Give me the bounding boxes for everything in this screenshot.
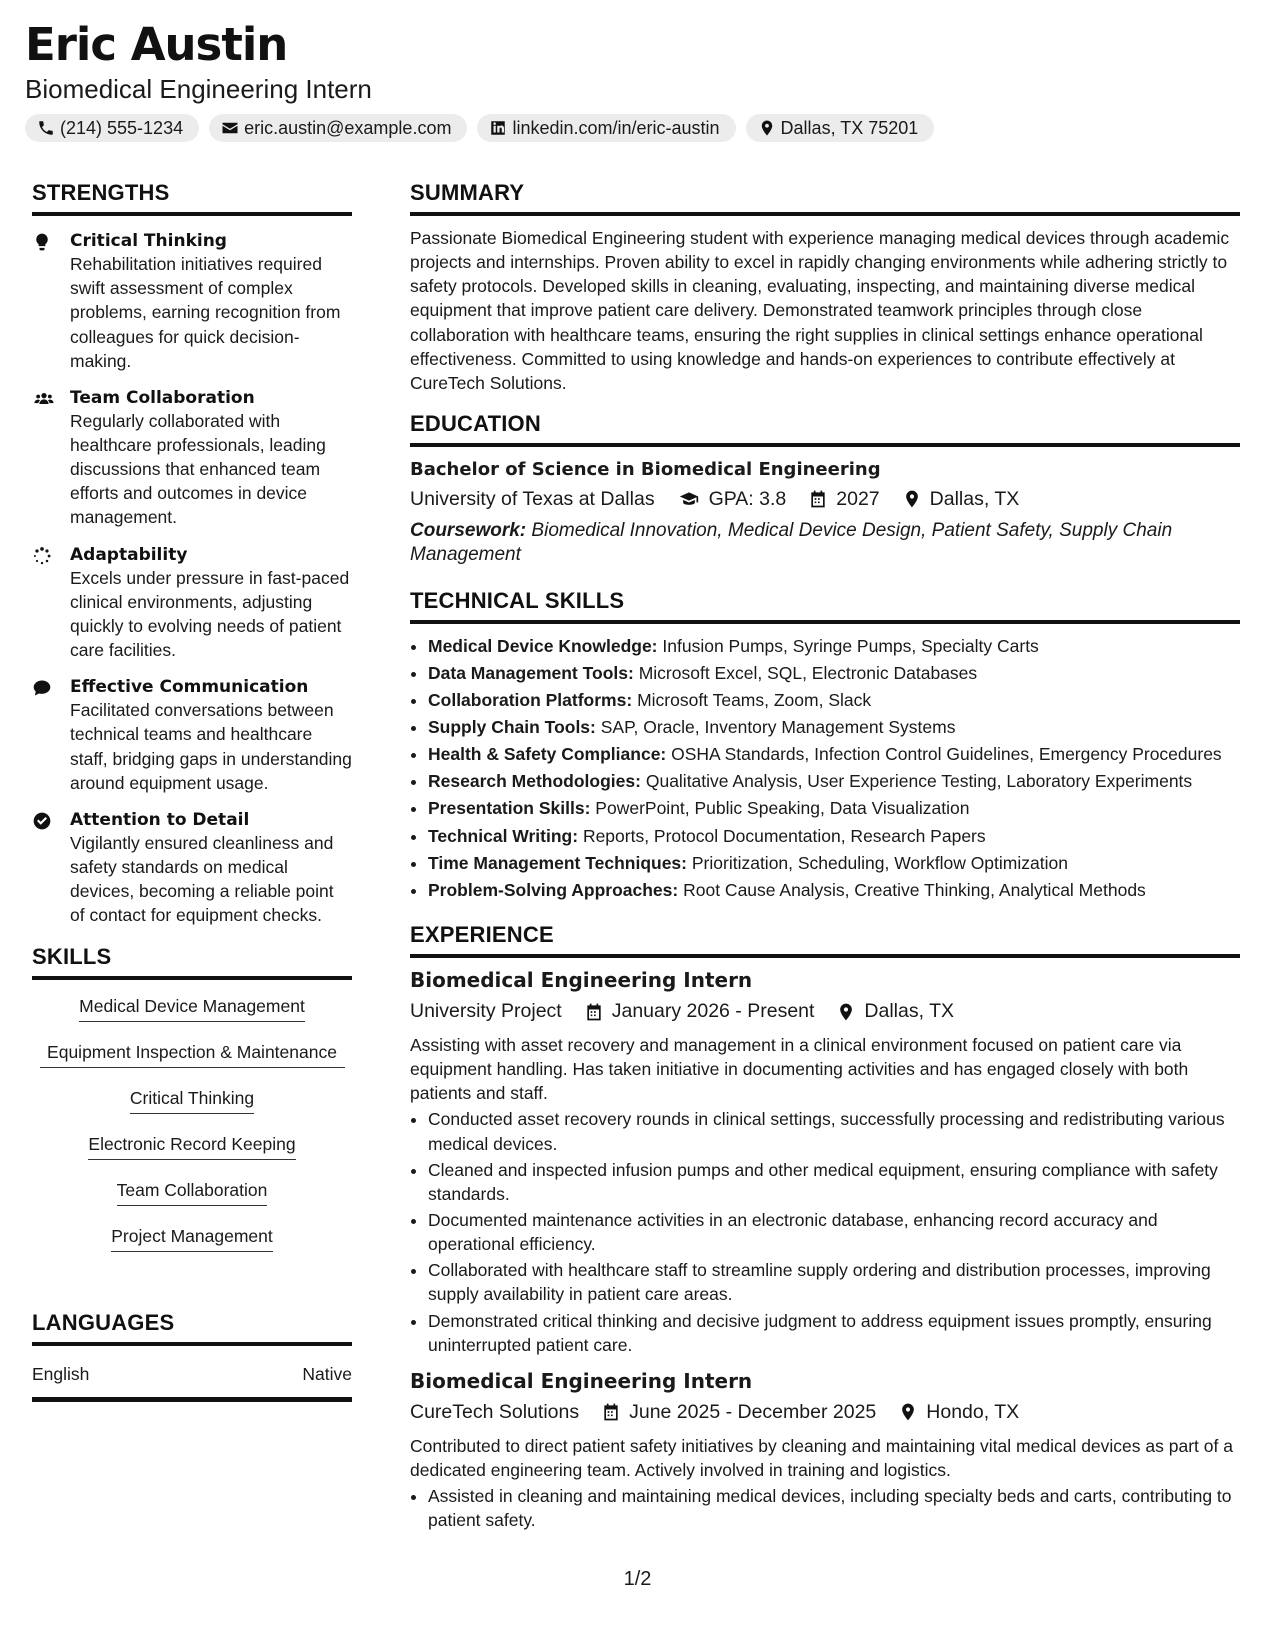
technical-skill-item: • Supply Chain Tools: SAP, Oracle, Inventory Management Systems [428,715,1240,739]
language-level: Native [302,1364,352,1385]
experience-section [410,922,1240,1532]
strength-desc: Rehabilitation initiatives required swift assessment of complex problems, earning recognition from colleagues for quick decision-making. [70,254,341,371]
technical-skills-heading: TECHNICAL SKILLS [410,588,1240,624]
summary-text: Passionate Biomedical Engineering student with experience managing medical devices through academic projects and internships. Proven ability to excel in rapidly changing environments while adhering strictly to safety protocols. Developed skills in cleaning, evaluating, inspecting, and maintaining diverse medical equipment that improve patient care delivery. Demonstrated teamwork principles through close collaboration with healthcare teams, ensuring the right supplies in clinical settings enhance operational effectiveness. Committed to using knowledge and hands-on experiences to contribute effectively at CureTech Solutions. [410,228,1230,393]
skill-item: Medical Device Management [79,994,305,1022]
skill-item: Equipment Inspection & Maintenance [40,1040,345,1068]
education-meta [410,488,1240,511]
map-pin-icon [898,1402,918,1422]
job-title: Biomedical Engineering Intern [410,1368,753,1393]
summary-heading: SUMMARY [410,180,1240,216]
job-meta [410,1000,1240,1023]
education-heading: EDUCATION [410,411,1240,447]
language-name: English [32,1364,90,1385]
job-bullets [410,1484,1240,1532]
spinner-icon [32,546,52,566]
coursework-label: Coursework: [410,519,527,541]
strength-item [32,809,352,928]
strength-title: Adaptability [70,544,188,565]
job-title: Biomedical Engineering Intern [410,968,753,993]
strength-item [32,387,352,530]
skills-list [32,994,352,1271]
skill-item: Team Collaboration [117,1178,268,1206]
check-circle-icon [32,811,52,831]
job-bullet: • Cleaned and inspected infusion pumps and other medical equipment, ensuring compliance with safety standards. [428,1158,1240,1206]
calendar-icon [808,489,828,509]
experience-heading: EXPERIENCE [410,922,1240,958]
education-location: Dallas, TX [929,487,1020,510]
job-dates: June 2025 - December 2025 [629,1400,877,1423]
strength-title: Attention to Detail [70,809,250,830]
users-icon [32,389,56,409]
lightbulb-icon [32,232,52,252]
calendar-icon [584,1002,604,1022]
strength-desc: Facilitated conversations between technical teams and healthcare staff, bridging gaps in understanding around equipment usage. [70,700,352,793]
map-pin-icon [836,1002,856,1022]
technical-skills-list [410,634,1240,902]
job-location: Hondo, TX [926,1400,1020,1423]
job-entry [410,968,1240,1357]
job-bullet: • Conducted asset recovery rounds in clinical settings, successfully processing and redistributing various medical devices. [428,1107,1240,1155]
coursework-list: Biomedical Innovation, Medical Device Design, Patient Safety, Supply Chain Management [410,519,1173,566]
strengths-heading: STRENGTHS [32,180,352,216]
strength-item [32,230,352,373]
education-degree: Bachelor of Science in Biomedical Engineering [410,458,881,480]
strength-desc: Regularly collaborated with healthcare professionals, leading discussions that enhanced team efforts and outcomes in device management. [70,410,326,528]
job-bullets [410,1107,1240,1356]
technical-skill-item: • Research Methodologies: Qualitative Analysis, User Experience Testing, Laboratory Experiments [428,769,1240,793]
job-org: CureTech Solutions [410,1400,580,1423]
contact-location [746,114,935,142]
job-description: Contributed to direct patient safety initiatives by cleaning and maintaining vital medical devices as part of a dedicated engineering team. Actively involved in training and logistics. [410,1435,1233,1480]
contact-text: linkedin.com/in/eric-austin [512,117,720,138]
job-entry [410,1369,1240,1533]
language-item [32,1346,352,1402]
technical-skill-item: • Medical Device Knowledge: Infusion Pumps, Syringe Pumps, Specialty Carts [428,634,1240,658]
contact-text: eric.austin@example.com [244,117,452,138]
strength-title: Critical Thinking [70,231,227,251]
skill-item: Critical Thinking [130,1086,254,1114]
map-pin-icon [758,119,776,137]
technical-skill-item: • Technical Writing: Reports, Protocol Documentation, Research Papers [428,824,1240,848]
phone-icon [37,119,55,137]
contact-email[interactable] [209,114,467,142]
strength-item [32,676,352,795]
envelope-icon [221,119,239,137]
education-gpa: GPA: 3.8 [708,487,787,510]
graduation-cap-icon [677,489,701,509]
technical-skills-section [410,588,1240,902]
comment-icon [32,678,52,698]
technical-skill-item: • Time Management Techniques: Prioritization, Scheduling, Workflow Optimization [428,851,1240,875]
strengths-list [32,230,352,928]
languages-section [32,1310,352,1402]
strength-item [32,544,352,663]
contact-text: (214) 555-1234 [60,117,184,138]
technical-skill-item: • Presentation Skills: PowerPoint, Public Speaking, Data Visualization [428,796,1240,820]
technical-skill-item: • Data Management Tools: Microsoft Excel, SQL, Electronic Databases [428,661,1240,685]
contact-text: Dallas, TX 75201 [780,117,919,138]
contact-phone[interactable] [25,114,199,142]
job-description: Assisting with asset recovery and management in a clinical environment focused on patient care via equipment handling. Has taken initiative in documenting activities and has engaged closely with both patients and staff. [410,1035,1189,1104]
languages-heading: LANGUAGES [32,1310,352,1346]
strength-desc: Vigilantly ensured cleanliness and safety standards on medical devices, becoming a reliable point of contact for equipment checks. [70,833,334,926]
strength-desc: Excels under pressure in fast-paced clinical environments, adjusting quickly to evolving needs of patient care facilities. [70,567,350,661]
job-dates: January 2026 - Present [611,1000,815,1023]
page-number: 1/2 [623,1568,652,1590]
job-bullet: • Demonstrated critical thinking and decisive judgment to address equipment issues promptly, ensuring uninterrupted patient care. [428,1309,1240,1357]
job-bullet: • Documented maintenance activities in an electronic database, enhancing record accuracy and operational efficiency. [428,1208,1240,1256]
skills-heading: SKILLS [32,944,352,980]
contact-linkedin[interactable] [477,114,735,142]
linkedin-icon [489,119,507,137]
strength-title: Team Collaboration [70,387,255,408]
candidate-title: Biomedical Engineering Intern [25,74,372,104]
job-meta [410,1401,1240,1424]
job-bullet: • Collaborated with healthcare staff to streamline supply ordering and distribution processes, improving supply availability in patient care areas. [428,1258,1240,1306]
candidate-name: Eric Austin [25,18,288,71]
job-location: Dallas, TX [864,1000,955,1023]
technical-skill-item: • Collaboration Platforms: Microsoft Teams, Zoom, Slack [428,688,1240,712]
education-coursework [410,519,1240,568]
map-pin-icon [902,489,922,509]
contact-bar [25,114,934,142]
skills-section [32,944,352,1271]
technical-skill-item: • Health & Safety Compliance: OSHA Standards, Infection Control Guidelines, Emergency Procedures [428,742,1240,766]
right-column [410,180,1240,1534]
education-year: 2027 [836,487,880,510]
strength-title: Effective Communication [70,677,309,698]
job-org: University Project [410,1000,562,1023]
skill-item: Project Management [111,1224,272,1252]
left-column [32,180,352,1402]
job-bullet: • Assisted in cleaning and maintaining medical devices, including specialty beds and carts, contributing to patient safety. [428,1484,1240,1532]
technical-skill-item: • Problem-Solving Approaches: Root Cause Analysis, Creative Thinking, Analytical Methods [428,878,1240,902]
calendar-icon [601,1402,621,1422]
skill-item: Electronic Record Keeping [88,1132,295,1160]
education-school: University of Texas at Dallas [410,487,655,510]
